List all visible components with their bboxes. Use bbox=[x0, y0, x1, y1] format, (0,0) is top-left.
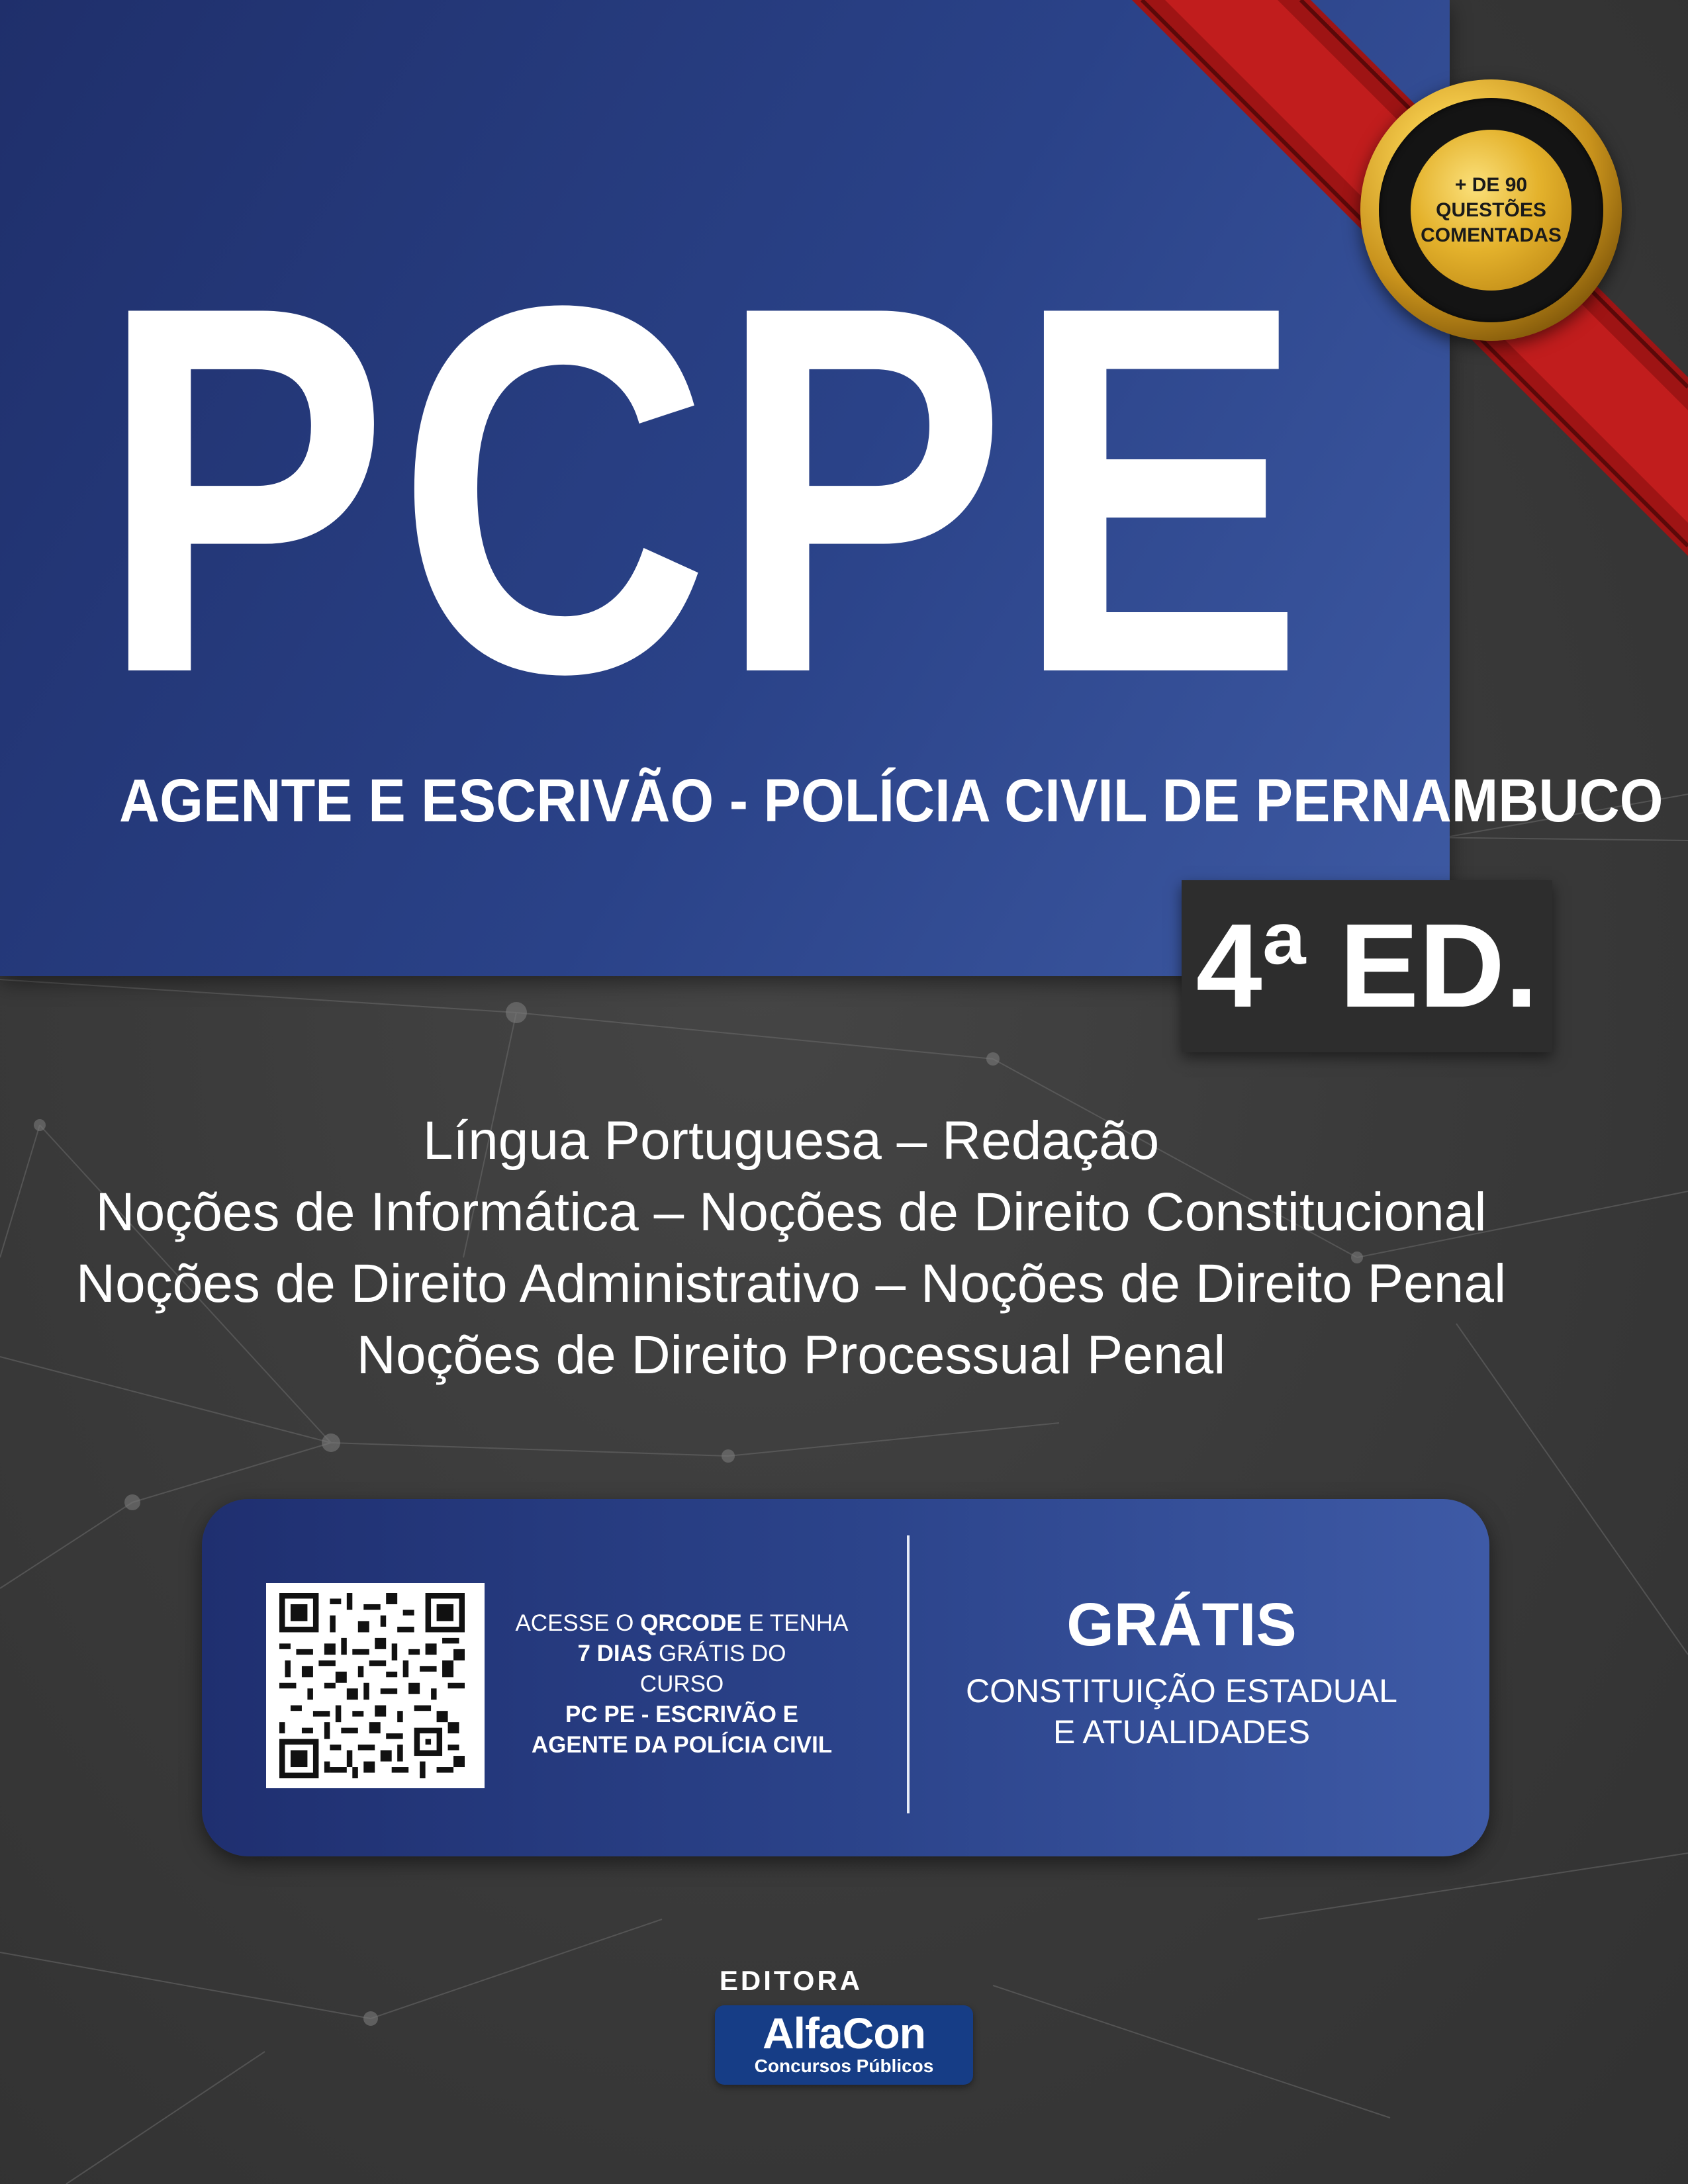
subject-line: Língua Portuguesa – Redação bbox=[422, 1111, 1160, 1171]
qr-line-5: AGENTE DA POLÍCIA CIVIL bbox=[531, 1732, 833, 1758]
book-subtitle: AGENTE E ESCRIVÃO - POLÍCIA CIVIL DE PERNAMBUCO bbox=[119, 767, 1664, 835]
book-title: PCPE bbox=[99, 198, 1313, 782]
qr-line-1-bold: QRCODE bbox=[640, 1610, 742, 1636]
qr-line-2-post: GRÁTIS DO bbox=[652, 1641, 786, 1666]
gratis-line-1: CONSTITUIÇÃO ESTADUAL bbox=[966, 1672, 1397, 1709]
logo-wordmark: AlfaCon bbox=[763, 2009, 925, 2058]
qr-code[interactable] bbox=[266, 1583, 485, 1788]
gratis-title: GRÁTIS bbox=[1066, 1591, 1297, 1659]
subject-line: Noções de Direito Administrativo – Noções de Direito Penal bbox=[75, 1253, 1507, 1314]
qr-code-icon bbox=[279, 1593, 465, 1778]
edition-badge bbox=[1182, 880, 1552, 1052]
seal-ring bbox=[1379, 98, 1603, 322]
qr-line-2-bold: 7 DIAS bbox=[577, 1641, 653, 1666]
alfacon-logo bbox=[715, 2005, 973, 2085]
gratis-line-2: E ATUALIDADES bbox=[1053, 1713, 1311, 1751]
qr-instructions bbox=[503, 1608, 861, 1760]
seal-center bbox=[1411, 130, 1571, 291]
qr-line-1-pre: ACESSE O bbox=[515, 1610, 641, 1636]
edition-label: 4ª ED. bbox=[1196, 899, 1538, 1032]
seal-line-1: + DE 90 bbox=[1454, 173, 1528, 196]
seal-line-3: COMENTADAS bbox=[1421, 224, 1562, 246]
qr-line-1-post: E TENHA bbox=[741, 1610, 849, 1636]
qr-line-4: PC PE - ESCRIVÃO E bbox=[565, 1702, 799, 1727]
subjects-list bbox=[0, 1105, 1582, 1391]
promo-box bbox=[202, 1499, 1489, 1856]
publisher-label: EDITORA bbox=[719, 1965, 863, 1996]
questions-seal bbox=[1360, 79, 1622, 341]
promo-divider bbox=[907, 1535, 910, 1813]
logo-tagline: Concursos Públicos bbox=[754, 2056, 934, 2076]
subject-line: Noções de Informática – Noções de Direito Constitucional bbox=[95, 1182, 1487, 1242]
qr-line-3: CURSO bbox=[639, 1671, 724, 1697]
seal-line-2: QUESTÕES bbox=[1436, 199, 1546, 221]
subject-line: Noções de Direito Processual Penal bbox=[356, 1325, 1226, 1385]
